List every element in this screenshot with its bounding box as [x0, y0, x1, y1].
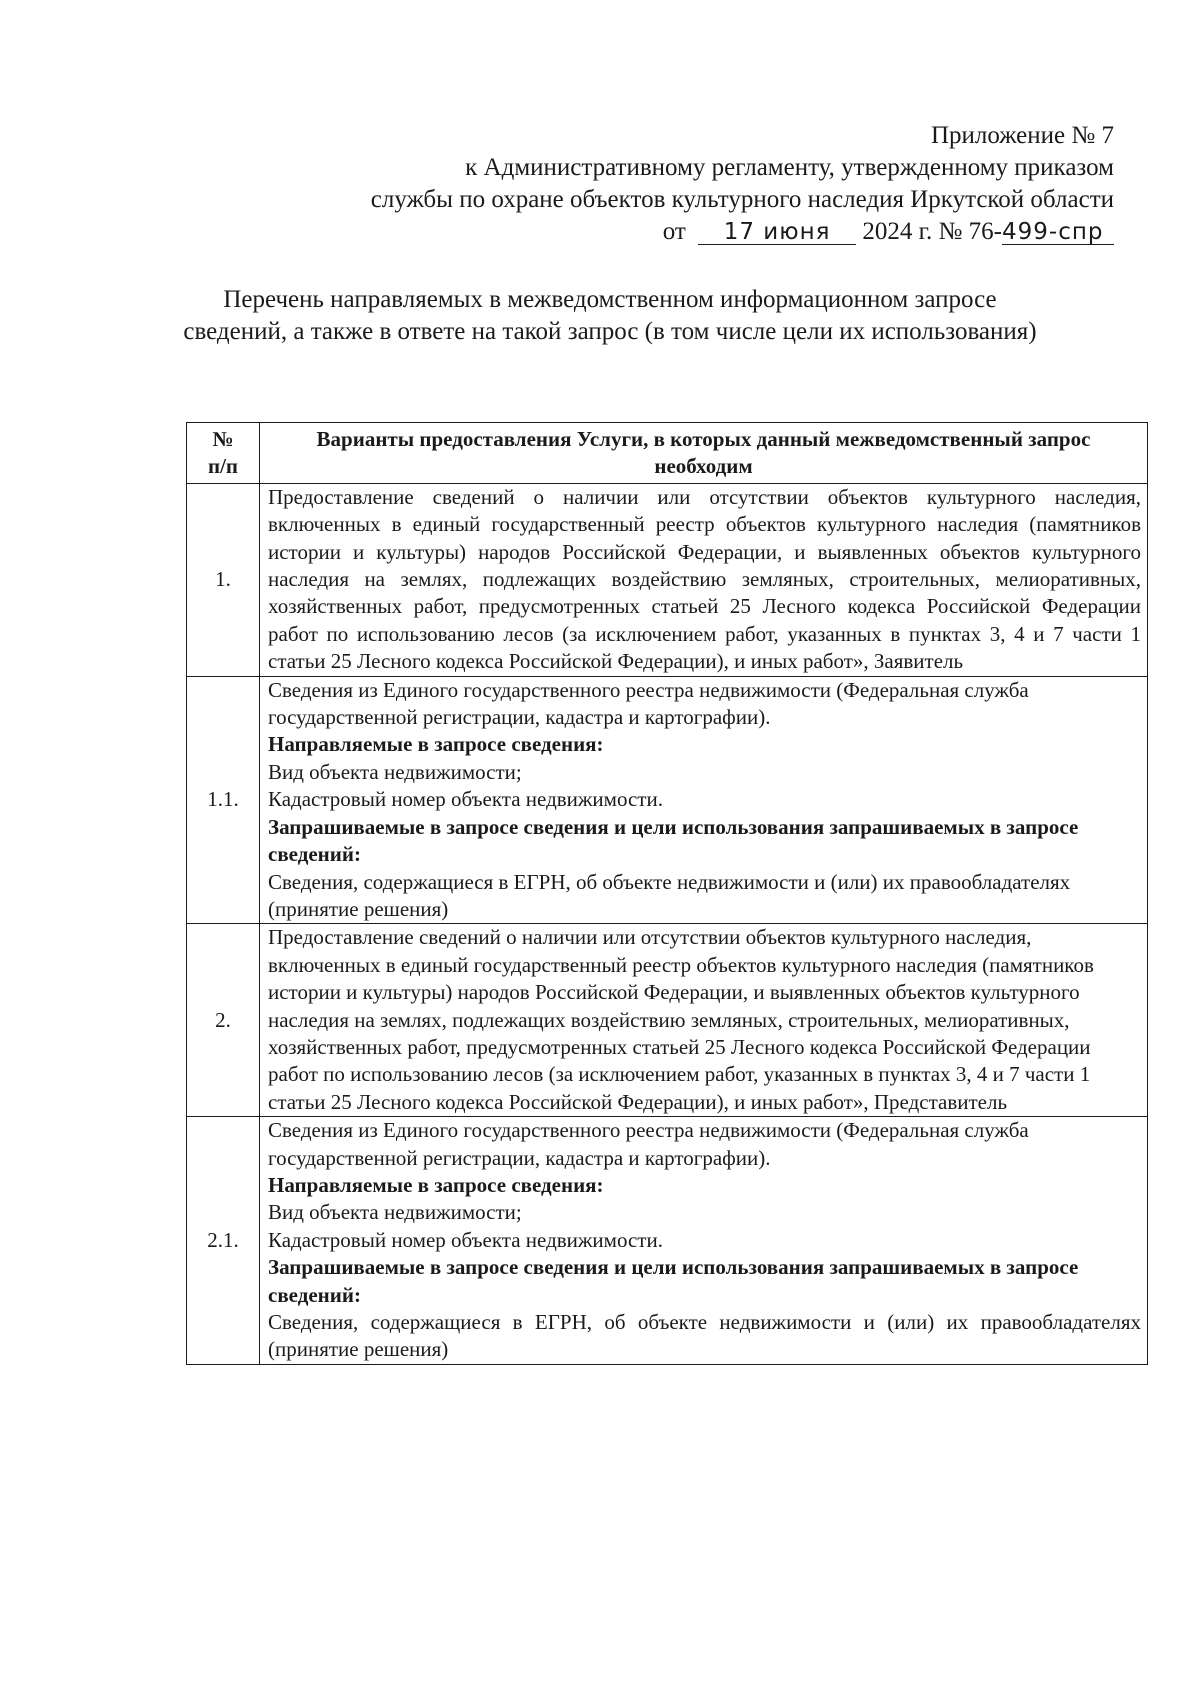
row-number: 1. — [187, 483, 260, 676]
order-year-number: 2024 г. № 76- — [862, 218, 1002, 245]
table-row — [187, 924, 1148, 1117]
sent-item: Вид объекта недвижимости; — [268, 759, 522, 784]
row-number: 2.1. — [187, 1117, 260, 1365]
header-num: № п/п — [187, 423, 260, 484]
requested-text: Сведения, содержащиеся в ЕГРН, об объекте недвижимости и (или) их правообладателях (принятие решения) — [268, 869, 1071, 921]
row-text: Предоставление сведений о наличии или отсутствии объектов культурного наследия, включенных в единый государственный реестр объектов культурного наследия (памятников истории и культуры) народов Российской Федерации, и выявленных объектов культурного наследия на землях, подлежащих воздействию земляных, строительных, мелиоративных, хозяйственных работ, предусмотренных статьей 25 Лесного кодекса Российской Федерации работ по использованию лесов (за исключением работ, указанных в пунктах 3, 4 и 7 части 1 статьи 25 Лесного кодекса Российской Федерации), и иных работ», Представитель — [260, 924, 1148, 1117]
row-number: 1.1. — [187, 676, 260, 924]
row-text: Предоставление сведений о наличии или отсутствии объектов культурного наследия, включенных в единый государственный реестр объектов культурного наследия (памятников истории и культуры) народов Российской Федерации, и выявленных объектов культурного наследия на землях, подлежащих воздействию земляных, строительных, мелиоративных, хозяйственных работ, предусмотренных статьей 25 Лесного кодекса Российской Федерации работ по использованию лесов (за исключением работ, указанных в пунктах 3, 4 и 7 части 1 статьи 25 Лесного кодекса Российской Федерации), и иных работ», Заявитель — [260, 483, 1148, 676]
requested-heading: Запрашиваемые в запросе сведения и цели использования запрашиваемых в запросе сведений: — [268, 814, 1079, 867]
date-prefix: от — [662, 218, 686, 245]
handwritten-date: 17 июня — [698, 220, 856, 245]
table-row — [187, 676, 1148, 924]
requested-text: Сведения, содержащиеся в ЕГРН, об объекте недвижимости и (или) их правообладателях (принятие решения) — [268, 1310, 1141, 1362]
regulation-reference: к Административному регламенту, утвержденному приказом — [465, 154, 1114, 181]
row-details — [260, 676, 1148, 924]
table-row — [187, 1117, 1148, 1365]
row-number: 2. — [187, 924, 260, 1117]
authority-name: службы по охране объектов культурного наследия Иркутской области — [370, 186, 1114, 213]
handwritten-order-number: 499-спр — [1002, 220, 1114, 245]
sent-item: Кадастровый номер объекта недвижимости. — [268, 787, 663, 812]
requested-heading: Запрашиваемые в запросе сведения и цели использования запрашиваемых в запросе сведений: — [268, 1255, 1079, 1307]
sent-item: Вид объекта недвижимости; — [268, 1200, 522, 1225]
source-text: Сведения из Единого государственного реестра недвижимости (Федеральная служба государственной регистрации, кадастра и картографии). — [268, 1118, 1029, 1170]
row-details — [260, 1117, 1148, 1365]
header-variants: Варианты предоставления Услуги, в которых данный межведомственный запрос необходим — [260, 423, 1148, 484]
source-text: Сведения из Единого государственного реестра недвижимости (Федеральная служба государственной регистрации, кадастра и картографии). — [268, 677, 1029, 730]
order-date-line — [371, 216, 1114, 248]
document-title: Перечень направляемых в межведомственном информационном запросе сведений, а также в ответе на такой запрос (в том числе цели их использования) — [183, 286, 1037, 345]
sent-heading: Направляемые в запросе сведения: — [268, 1172, 604, 1197]
requests-table — [186, 422, 1148, 1365]
table-header-row — [187, 423, 1148, 484]
appendix-header — [371, 120, 1114, 248]
appendix-number: Приложение № 7 — [930, 122, 1114, 149]
sent-heading: Направляемые в запросе сведения: — [268, 732, 604, 757]
table-row — [187, 483, 1148, 676]
sent-item: Кадастровый номер объекта недвижимости. — [268, 1227, 663, 1252]
